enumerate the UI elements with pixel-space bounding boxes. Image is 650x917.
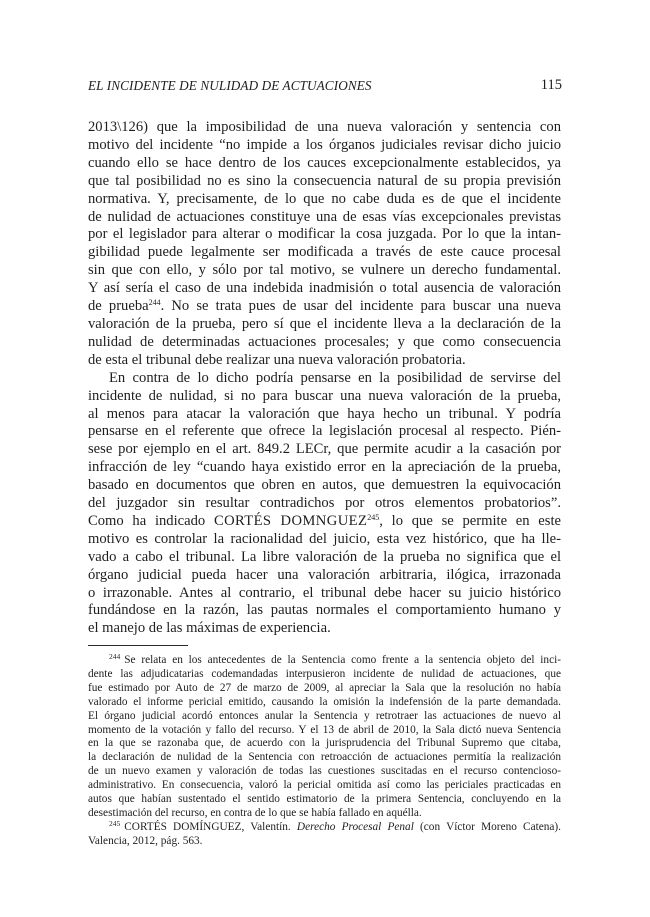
footnote-number: 245 bbox=[109, 818, 121, 828]
text-line: sese por ejemplo en el art. 849.2 LECr, que permite acudir a la casación por bbox=[88, 441, 561, 458]
text-fragment: Como ha indicado bbox=[88, 512, 214, 529]
text-line: cuando ello se hace dentro de los cauces excepcionalmente establecidos, ya bbox=[88, 154, 561, 171]
footnote-244 bbox=[88, 654, 561, 821]
text-line bbox=[88, 298, 561, 316]
footnotes bbox=[88, 654, 561, 849]
footnote-245 bbox=[88, 818, 562, 849]
main-text bbox=[88, 119, 561, 638]
footnote-separator bbox=[88, 645, 188, 646]
text-line: nulidad de determinadas actuaciones procesales; y que como consecuencia bbox=[88, 333, 561, 350]
text-line: el manejo de las máximas de experiencia. bbox=[88, 620, 331, 637]
text-line bbox=[88, 513, 561, 531]
footnote-line: desestimación del recurso, en contra de lo que se había fallado en aquélla. bbox=[88, 806, 422, 819]
footnote-ref-245[interactable]: 245 bbox=[367, 512, 380, 522]
text-line: o irrazonable. Antes al contrario, el tribunal debe hacer su juicio histórico bbox=[88, 584, 561, 601]
footnote-line: valorado el informe pericial emitido, causando la omisión la indefensión de la parte demandada. bbox=[88, 695, 561, 708]
text-fragment: . No se trata pues de usar del incidente para buscar una nueva bbox=[160, 298, 561, 315]
footnote-line: de un nuevo examen y valoración de todas las cuestiones suscitadas en el recurso contencioso- bbox=[88, 765, 561, 778]
page-header bbox=[88, 78, 562, 98]
text-line: infracción de ley “cuando haya existido error en la apreciación de la prueba, bbox=[88, 459, 561, 476]
footnote-line: la declaración de nulidad de la Sentencia con retroacción de actuaciones permitía la realización bbox=[88, 751, 561, 764]
text-line: normativa. Y, precisamente, de lo que no cabe duda es de que el incidente bbox=[88, 190, 561, 207]
text-fragment: , lo que se permite en este bbox=[379, 512, 561, 529]
text-line: sin que con ello, y sólo por tal motivo, se vulnere un derecho fundamental. bbox=[88, 262, 561, 279]
text-line: pensarse en el referente que ofrece la legislación procesal al respecto. Pién- bbox=[88, 423, 561, 440]
text-line: basado en documentos que obren en autos, que demuestren la equivocación bbox=[88, 477, 561, 494]
footnote-number: 244 bbox=[109, 652, 121, 661]
footnote-line: Valencia, 2012, pág. 563. bbox=[88, 834, 203, 847]
author-name: CORTÉS DOMNGUEZ bbox=[213, 512, 368, 529]
footnote-text: Se relata en los antecedentes de la Sentencia como frente a la sentencia objeto del inci- bbox=[124, 654, 561, 666]
text-line: incidente de nulidad, si no para buscar una nueva valoración de la prueba, bbox=[88, 387, 561, 404]
text-line: vado a cabo el tribunal. La libre valoración de la prueba no significa que el bbox=[88, 548, 561, 565]
footnote-line: dente las adjudicatarias codemandadas interpusieron incidente de nulidad de actuaciones, que bbox=[88, 667, 561, 680]
footnote-ref-244[interactable]: 244 bbox=[148, 298, 161, 308]
text-line: 2013\126) que la imposibilidad de una nueva valoración y sentencia con bbox=[88, 119, 561, 135]
text-line: de nulidad de actuaciones constituye una de esas vías excepcionales previstas bbox=[88, 208, 561, 225]
text-line: órgano judicial pueda hacer una valoración arbitraria, ilógica, irrazonada bbox=[88, 566, 561, 583]
running-title: EL INCIDENTE DE NULIDAD DE ACTUACIONES bbox=[88, 78, 372, 93]
footnote-text: (con Víctor Moreno Catena). bbox=[420, 820, 562, 833]
footnote-author: CORTÉS DOMÍNGUEZ, Valentín. bbox=[124, 820, 291, 833]
footnote-line: fue estimado por Auto de 27 de marzo de 2009, al apreciar la Sala que la resolución no había bbox=[88, 681, 561, 694]
text-line: del juzgador sin resultar contradichos por otros elementos probatorios”. bbox=[88, 495, 561, 512]
footnote-line: momento de la votación y fallo del recurso. Y el 13 de abril de 2010, la Sala dictó nueva Sentencia bbox=[88, 723, 561, 736]
text-line: al menos para atacar la valoración que haya hecho un tribunal. Y podría bbox=[88, 405, 561, 422]
text-line: gibilidad puede legalmente ser modificada a través de este cauce procesal bbox=[88, 244, 561, 261]
footnote-line: administrativo. En consecuencia, valoró la pericial omitida así como las periciales practicadas en bbox=[88, 779, 561, 792]
footnote-line bbox=[88, 654, 561, 668]
text-fragment: de prueba bbox=[88, 298, 149, 315]
text-line: de esta el tribunal debe realizar una nueva valoración probatoria. bbox=[88, 351, 466, 368]
footnote-line: El órgano judicial acordó entonces anular la Sentencia y retrotraer las actuaciones de nuevo al bbox=[88, 709, 561, 722]
text-line: que tal posibilidad no es sino la consecuencia natural de su propia previsión bbox=[88, 172, 561, 189]
footnote-line: autos que habían sustentado el sentido estimatorio de la primera Sentencia, concluyendo en la bbox=[88, 793, 561, 806]
page-number: 115 bbox=[540, 77, 562, 93]
footnote-line bbox=[88, 818, 562, 835]
footnote-book-title: Derecho Procesal Penal bbox=[296, 820, 414, 833]
text-line: valoración de la prueba, pero sí que el incidente lleva a la declaración de la bbox=[88, 315, 561, 332]
paragraph-1 bbox=[88, 119, 561, 370]
text-line: En contra de lo dicho podría pensarse en la posibilidad de servirse del bbox=[109, 369, 561, 386]
paragraph-2 bbox=[88, 370, 561, 639]
text-line: por el legislador para alterar o modificar la cosa juzgada. Por lo que la intan- bbox=[88, 226, 561, 243]
footnote-line: en la que se razonaba que, de acuerdo con la jurisprudencia del Tribunal Supremo que citaba, bbox=[88, 737, 561, 750]
text-line: fundándose en la razón, las pautas normales el comportamiento humano y bbox=[88, 602, 561, 619]
text-line: Y así sería el caso de una indebida inadmisión o total ausencia de valoración bbox=[88, 280, 561, 297]
text-line: motivo del incidente “no impide a los órganos judiciales revisar dicho juicio bbox=[88, 136, 561, 153]
text-line: motivo es controlar la racionalidad del juicio, esta vez histórico, que ha lle- bbox=[88, 530, 561, 547]
